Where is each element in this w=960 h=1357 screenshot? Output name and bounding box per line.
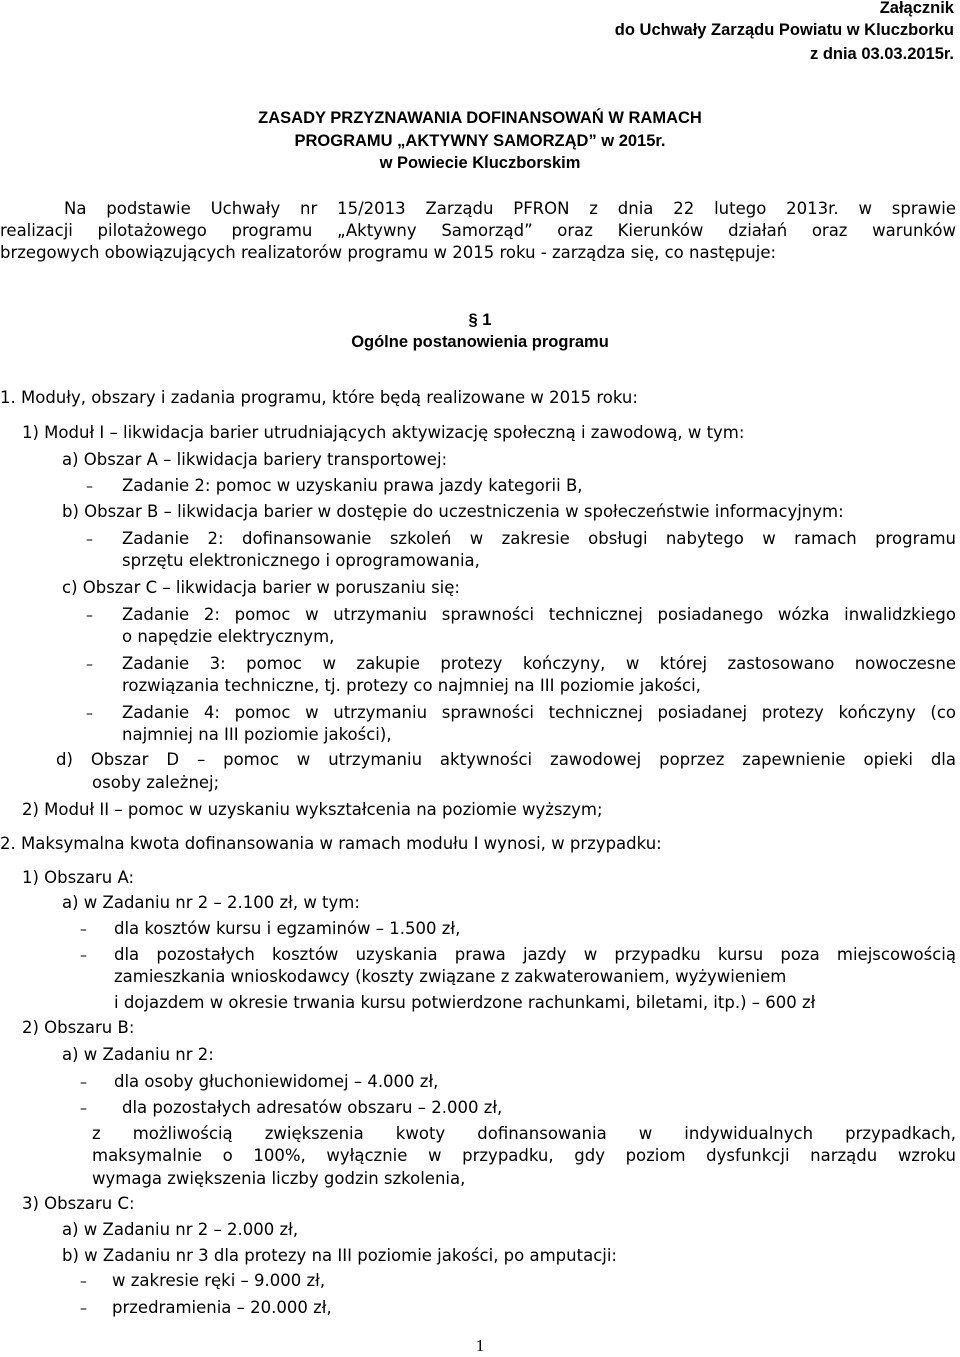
area-b-heading: 2) Obszaru B: <box>22 1018 135 1037</box>
section-symbol: § 1 <box>468 311 492 329</box>
module2-item: 2) Moduł II – pomoc w uzyskaniu wykształcenia na poziomie wyższym; <box>22 800 603 819</box>
area-c-task3-amount: b) w Zadaniu nr 3 dla protezy na III poziomie jakości, po amputacji: <box>62 1246 617 1265</box>
hand-amount: w zakresie ręki – 9.000 zł, <box>112 1271 326 1290</box>
area-b-task2-line1: Zadanie 2: dofinansowanie szkoleń w zakresie obsługi nabytego w ramach programu <box>122 529 956 548</box>
attachment-label: Załącznik <box>879 0 954 17</box>
other-costs-line2: zamieszkania wnioskodawcy (koszty związane z zakwaterowaniem, wyżywieniem <box>114 967 787 986</box>
area-a: a) Obszar A – likwidacja bariery transportowej: <box>62 450 448 469</box>
area-d-line1: d) Obszar D – pomoc w utrzymaniu aktywności zawodowej poprzez zapewnienie opieki dla <box>56 750 956 769</box>
page-number: 1 <box>475 1336 485 1355</box>
document-title-line2: PROGRAMU „AKTYWNY SAMORZĄD” w 2015r. <box>294 132 666 150</box>
area-b: b) Obszar B – likwidacja barier w dostępie do uczestniczenia w społeczeństwie informacyjnym: <box>62 502 844 521</box>
dash-bullet: – <box>80 1075 87 1091</box>
dash-bullet: – <box>80 948 87 964</box>
dash-bullet: – <box>80 1101 87 1117</box>
area-c-task3-line1: Zadanie 3: pomoc w zakupie protezy kończyny, w której zastosowano nowoczesne <box>122 654 956 673</box>
intro-line1: Na podstawie Uchwały nr 15/2013 Zarządu PFRON z dnia 22 lutego 2013r. w sprawie <box>64 199 956 218</box>
dash-bullet: – <box>86 706 93 722</box>
resolution-reference: do Uchwały Zarządu Powiatu w Kluczborku <box>614 21 954 39</box>
area-c-heading: 3) Obszaru C: <box>22 1194 135 1213</box>
dash-bullet: – <box>86 532 93 548</box>
course-exam-costs: dla kosztów kursu i egzaminów – 1.500 zł, <box>114 919 461 938</box>
other-costs-line1: dla pozostałych kosztów uzyskania prawa jazdy w przypadku kursu poza miejscowością <box>114 945 956 964</box>
module1-item: 1) Moduł I – likwidacja barier utrudniających aktywizację społeczną i zawodową, w tym: <box>22 423 745 442</box>
area-b-task2-amount: a) w Zadaniu nr 2: <box>62 1045 214 1064</box>
area-c-task2-amount: a) w Zadaniu nr 2 – 2.000 zł, <box>62 1220 299 1239</box>
dash-bullet: – <box>86 657 93 673</box>
area-c-task4-line1: Zadanie 4: pomoc w utrzymaniu sprawności technicznej posiadanej protezy kończyny (co <box>122 703 956 722</box>
document-title-line3: w Powiecie Kluczborskim <box>379 154 581 172</box>
document-title-line1: ZASADY PRZYZNAWANIA DOFINANSOWAŃ W RAMACH <box>258 109 702 127</box>
deafblind-amount: dla osoby głuchoniewidomej – 4.000 zł, <box>114 1072 439 1091</box>
area-c-task3-line2: rozwiązania techniczne, tj. protezy co najmniej na III poziomie jakości, <box>122 676 701 695</box>
other-costs-line3: i dojazdem w okresie trwania kursu potwierdzone rachunkami, biletami, itp.) – 600 zł <box>114 993 816 1012</box>
area-a-task2: Zadanie 2: pomoc w uzyskaniu prawa jazdy kategorii B, <box>122 476 583 495</box>
increase-note-line1: z możliwością zwiększenia kwoty dofinansowania w indywidualnych przypadkach, <box>92 1124 956 1143</box>
dash-bullet: – <box>80 1301 87 1317</box>
forearm-amount: przedramienia – 20.000 zł, <box>112 1298 332 1317</box>
increase-note-line3: wymaga zwiększenia liczby godzin szkolenia, <box>92 1169 466 1188</box>
area-c-task2-line1: Zadanie 2: pomoc w utrzymaniu sprawności technicznej posiadanego wózka inwalidzkiego <box>122 605 956 624</box>
area-c: c) Obszar C – likwidacja barier w poruszaniu się: <box>62 578 460 597</box>
point2-lead: 2. Maksymalna kwota dofinansowania w ramach modułu I wynosi, w przypadku: <box>0 834 662 853</box>
area-c-task4-line2: najmniej na III poziomie jakości), <box>122 725 392 744</box>
dash-bullet: – <box>80 1274 87 1290</box>
area-c-task2-line2: o napędzie elektrycznym, <box>122 627 335 646</box>
section-heading: Ogólne postanowienia programu <box>351 333 609 351</box>
area-a-heading: 1) Obszaru A: <box>22 868 135 887</box>
intro-line2: realizacji pilotażowego programu „Aktywny Samorząd” oraz Kierunków działań oraz warunków <box>0 221 956 240</box>
increase-note-line2: maksymalnie o 100%, wyłącznie w przypadku, gdy poziom dysfunkcji narządu wzroku <box>92 1146 956 1165</box>
dash-bullet: – <box>86 608 93 624</box>
intro-line3: brzegowych obowiązujących realizatorów programu w 2015 roku - zarządza się, co następuje: <box>0 243 777 262</box>
dash-bullet: – <box>80 922 87 938</box>
other-recipients-amount: dla pozostałych adresatów obszaru – 2.000 zł, <box>122 1098 503 1117</box>
area-a-task2-amount: a) w Zadaniu nr 2 – 2.100 zł, w tym: <box>62 893 360 912</box>
point1-lead: 1. Moduły, obszary i zadania programu, które będą realizowane w 2015 roku: <box>0 388 638 407</box>
dash-bullet: – <box>86 479 93 495</box>
area-d-line2: osoby zależnej; <box>92 773 220 792</box>
area-b-task2-line2: sprzętu elektronicznego i oprogramowania, <box>122 551 480 570</box>
resolution-date: z dnia 03.03.2015r. <box>809 45 954 63</box>
